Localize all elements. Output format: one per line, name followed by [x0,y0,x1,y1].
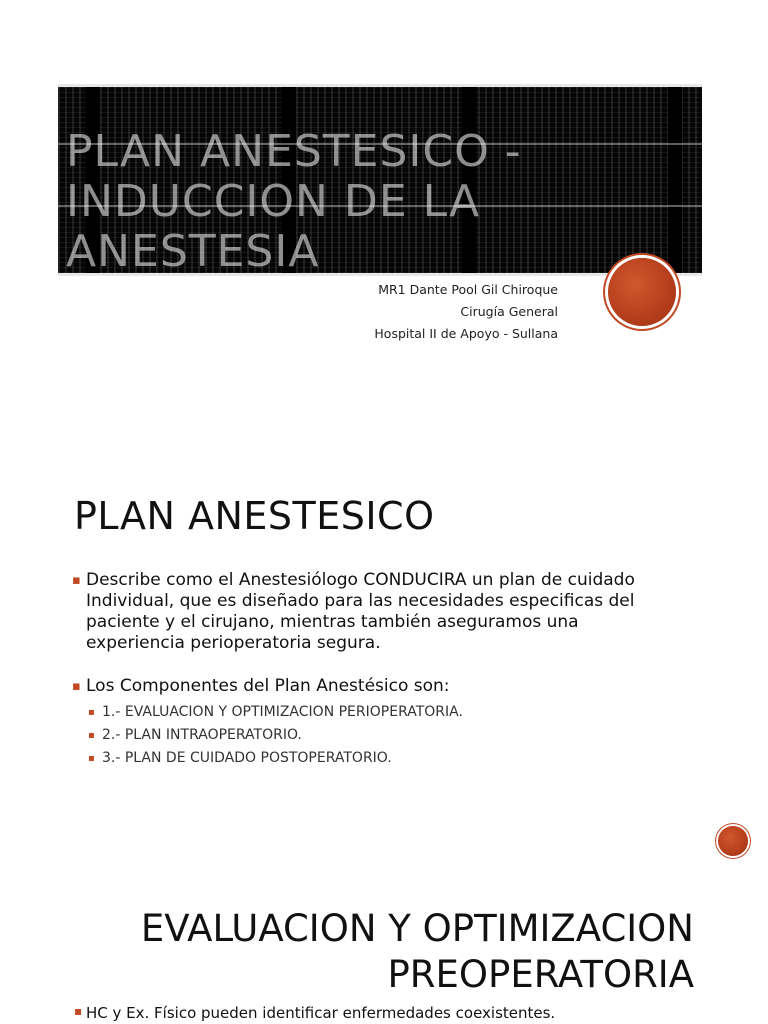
sub-list-item [86,747,672,770]
slide-evaluacion [0,870,768,1024]
sub-list-item [86,724,672,747]
list-item [74,1004,555,1022]
department: Cirugía General [460,304,558,319]
slide-plan-anestesico [0,430,768,860]
square-bullet-icon: ▪ [88,730,95,741]
square-bullet-icon: ▪ [88,707,95,718]
orange-circle-icon [608,258,676,326]
hospital: Hospital II de Apoyo - Sullana [374,326,558,341]
bullet-text: Los Componentes del Plan Anestésico son: [86,676,450,696]
slide-title [0,0,768,420]
title-line: EVALUACION Y OPTIMIZACION [140,907,694,950]
sub-item-text: 2.- PLAN INTRAOPERATORIO. [102,727,302,743]
square-bullet-icon: ▪ [88,753,95,764]
banner-texture-bar [668,87,682,273]
title-line: PREOPERATORIA [387,953,694,996]
sub-list [86,701,672,770]
sub-item-text: 1.- EVALUACION Y OPTIMIZACION PERIOPERATORIA. [102,704,463,720]
bullet-list [72,570,672,770]
list-item [72,570,672,654]
bullet-text: Describe como el Anestesiólogo CONDUCIRA un plan de cuidado Individual, que es diseñado para las necesidades especificas del paciente y el cirujano, mientras también aseguramos una experiencia perioperatoria segura. [86,570,635,653]
square-bullet-icon: ▪ [72,679,81,694]
square-bullet-icon: ▪ [72,573,81,588]
orange-circle-icon [718,826,748,856]
slide-3-title [141,906,694,998]
author-name: MR1 Dante Pool Gil Chiroque [378,282,558,297]
title-banner [58,84,702,276]
square-bullet-icon: ▪ [74,1004,83,1018]
slide-2-title: PLAN ANESTESICO [74,494,435,538]
bullet-text: HC y Ex. Físico pueden identificar enfermedades coexistentes. [86,1004,556,1022]
slide-1-title: PLAN ANESTESICO - INDUCCION DE LA ANESTESIA [66,126,522,276]
sub-list-item [86,701,672,724]
list-item [72,676,672,770]
sub-item-text: 3.- PLAN DE CUIDADO POSTOPERATORIO. [102,750,392,766]
